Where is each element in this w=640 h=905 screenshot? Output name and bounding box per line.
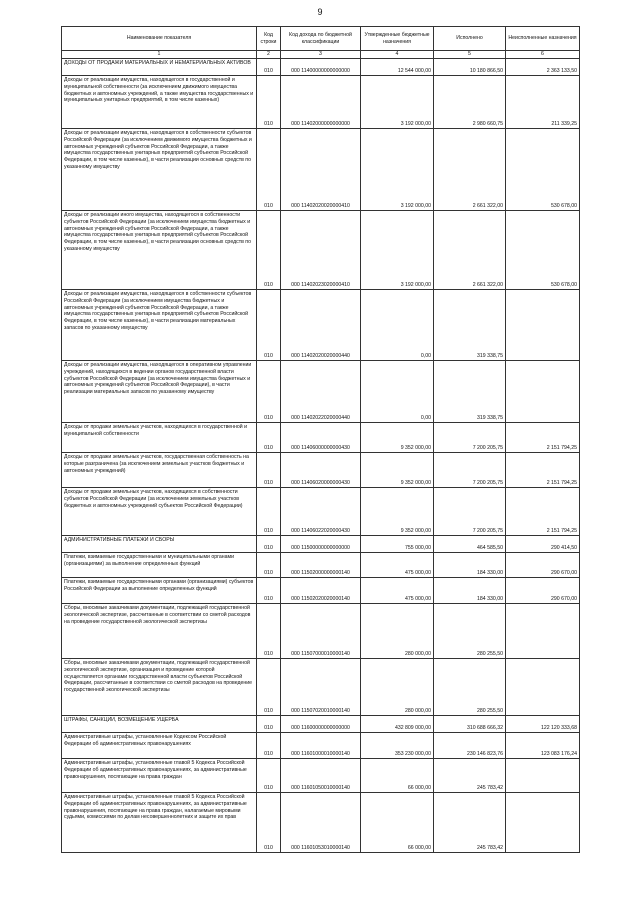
row-approved: 280 000,00	[361, 604, 434, 659]
row-approved: 9 352 000,00	[361, 423, 434, 453]
row-revenue-code: 000 11601053010000140	[281, 793, 361, 853]
row-line-code: 010	[257, 59, 281, 76]
row-name: Доходы от реализации имущества, находящегося в собственности субъектов Российской Федерации (за исключением имущества бюджетных и автономных учреждений субъектов Российской Федерации, а также имущества государственных унитарных предприятий субъектов Российской Федерации, в том числе казенных), в части реализации материальных запасов по указанному имуществу	[62, 290, 257, 361]
row-approved: 12 544 000,00	[361, 59, 434, 76]
header-unexecuted: Неисполненные назначения	[506, 27, 580, 51]
row-approved: 0,00	[361, 290, 434, 361]
row-unexecuted: 2 151 794,25	[506, 488, 580, 536]
row-line-code: 010	[257, 716, 281, 733]
table-row	[62, 453, 580, 488]
row-line-code: 010	[257, 553, 281, 578]
table-row	[62, 290, 580, 361]
row-revenue-code: 000 11402000000000000	[281, 76, 361, 129]
row-name: Административные штрафы, установленные Кодексом Российской Федерации об административных правонарушениях	[62, 733, 257, 759]
row-unexecuted	[506, 793, 580, 853]
row-name: Доходы от продажи земельных участков, находящихся в собственности субъектов Российской Федерации (за исключением земельных участков бюджетных и автономных учреждений субъектов Российской Федерации)	[62, 488, 257, 536]
row-approved: 3 192 000,00	[361, 211, 434, 290]
row-revenue-code: 000 11502000000000140	[281, 553, 361, 578]
row-approved: 66 000,00	[361, 759, 434, 793]
row-name: ДОХОДЫ ОТ ПРОДАЖИ МАТЕРИАЛЬНЫХ И НЕМАТЕРИАЛЬНЫХ АКТИВОВ	[62, 59, 257, 76]
row-approved: 755 000,00	[361, 536, 434, 553]
table-row	[62, 604, 580, 659]
row-unexecuted: 290 670,00	[506, 578, 580, 604]
table-row	[62, 553, 580, 578]
column-number: 3	[281, 51, 361, 59]
column-number: 4	[361, 51, 434, 59]
table-row	[62, 578, 580, 604]
header-indicator-name: Наименование показателя	[62, 27, 257, 51]
table-row	[62, 59, 580, 76]
row-name: АДМИНИСТРАТИВНЫЕ ПЛАТЕЖИ И СБОРЫ	[62, 536, 257, 553]
row-revenue-code: 000 11600000000000000	[281, 716, 361, 733]
row-revenue-code: 000 11406020000000430	[281, 453, 361, 488]
row-executed: 10 180 866,50	[434, 59, 506, 76]
row-approved: 66 000,00	[361, 793, 434, 853]
row-name: Доходы от реализации имущества, находящегося в государственной и муниципальной собственности (за исключением движимого имущества бюджетных и автономных учреждений, а также имущества государственных и муниципальных унитарных предприятий, в том числе казенных)	[62, 76, 257, 129]
row-executed: 319 338,75	[434, 290, 506, 361]
row-executed: 7 200 205,75	[434, 453, 506, 488]
table-row	[62, 211, 580, 290]
row-revenue-code: 000 11601050010000140	[281, 759, 361, 793]
row-executed: 310 688 666,32	[434, 716, 506, 733]
row-line-code: 010	[257, 423, 281, 453]
row-revenue-code: 000 11601000010000140	[281, 733, 361, 759]
row-revenue-code: 000 11402022020000440	[281, 361, 361, 423]
table-row	[62, 759, 580, 793]
column-number: 1	[62, 51, 257, 59]
row-name: Сборы, вносимые заказчиками документации, подлежащей государственной экологической экспертизе, организация и проведение которой осуществляется органами государственной власти субъектов Российской Федерации, рассчитанные в соответствии со сметой расходов на проведение государственной экологической экспертизы	[62, 659, 257, 716]
table-row	[62, 76, 580, 129]
row-executed: 245 783,42	[434, 759, 506, 793]
page-number: 9	[317, 7, 323, 17]
row-name: Доходы от реализации имущества, находящегося в оперативном управлении учреждений, находящихся в ведении органов государственной власти субъектов Российской Федерации (за исключением имущества бюджетных и автономных учреждений субъектов Российской Федерации), в части реализации материальных запасов по указанному имуществу	[62, 361, 257, 423]
row-unexecuted: 2 151 794,25	[506, 423, 580, 453]
row-approved: 3 192 000,00	[361, 76, 434, 129]
row-executed: 230 146 823,76	[434, 733, 506, 759]
row-line-code: 010	[257, 453, 281, 488]
row-executed: 184 330,00	[434, 578, 506, 604]
row-unexecuted: 290 670,00	[506, 553, 580, 578]
row-approved: 9 352 000,00	[361, 488, 434, 536]
row-executed: 7 200 205,75	[434, 488, 506, 536]
table-row	[62, 793, 580, 853]
row-approved: 475 000,00	[361, 578, 434, 604]
row-name: Административные штрафы, установленные главой 5 Кодекса Российской Федерации об административных правонарушениях, за административные правонарушения, посягающие на права граждан, налагаемые мировыми судьями, комиссиями по делам несовершеннолетних и защите их прав	[62, 793, 257, 853]
row-line-code: 010	[257, 536, 281, 553]
row-unexecuted	[506, 759, 580, 793]
row-executed: 2 661 322,00	[434, 129, 506, 211]
row-unexecuted: 2 151 794,25	[506, 453, 580, 488]
row-unexecuted	[506, 604, 580, 659]
row-executed: 319 338,75	[434, 361, 506, 423]
header-executed: Исполнено	[434, 27, 506, 51]
column-number: 5	[434, 51, 506, 59]
header-approved: Утвержденные бюджетные назначения	[361, 27, 434, 51]
row-unexecuted: 530 678,00	[506, 129, 580, 211]
row-line-code: 010	[257, 793, 281, 853]
table-row	[62, 488, 580, 536]
row-executed: 184 330,00	[434, 553, 506, 578]
table-row	[62, 716, 580, 733]
row-name: Доходы от продажи земельных участков, государственная собственность на которые разграничена (за исключением земельных участков бюджетных и автономных учреждений)	[62, 453, 257, 488]
row-executed: 2 661 322,00	[434, 211, 506, 290]
row-approved: 0,00	[361, 361, 434, 423]
row-unexecuted	[506, 290, 580, 361]
row-line-code: 010	[257, 361, 281, 423]
row-revenue-code: 000 11402020020000410	[281, 129, 361, 211]
row-approved: 353 230 000,00	[361, 733, 434, 759]
table-row	[62, 423, 580, 453]
row-unexecuted: 2 363 133,50	[506, 59, 580, 76]
row-name: Доходы от продажи земельных участков, находящихся в государственной и муниципальной собственности	[62, 423, 257, 453]
row-line-code: 010	[257, 488, 281, 536]
row-approved: 3 192 000,00	[361, 129, 434, 211]
row-name: Сборы, вносимые заказчиками документации, подлежащей государственной экологической экспертизе, рассчитанные в соответствии со сметой расходов на проведение государственной экологической экспертизы	[62, 604, 257, 659]
table-row	[62, 361, 580, 423]
table-row	[62, 659, 580, 716]
table-row	[62, 733, 580, 759]
table-row	[62, 536, 580, 553]
row-line-code: 010	[257, 290, 281, 361]
column-number-row	[62, 51, 580, 59]
row-revenue-code: 000 11400000000000000	[281, 59, 361, 76]
row-revenue-code: 000 11406022020000430	[281, 488, 361, 536]
row-executed: 245 783,42	[434, 793, 506, 853]
row-line-code: 010	[257, 659, 281, 716]
row-line-code: 010	[257, 578, 281, 604]
table-body	[62, 59, 580, 853]
row-approved: 280 000,00	[361, 659, 434, 716]
budget-revenue-table	[61, 26, 580, 853]
row-name: Платежи, взимаемые государственными органами (организациями) субъектов Российской Федерации за выполнение определенных функций	[62, 578, 257, 604]
row-executed: 7 200 205,75	[434, 423, 506, 453]
row-name: Платежи, взимаемые государственными и муниципальными органами (организациями) за выполнение определенных функций	[62, 553, 257, 578]
row-revenue-code: 000 11402020020000440	[281, 290, 361, 361]
row-revenue-code: 000 11507000010000140	[281, 604, 361, 659]
row-executed: 280 255,50	[434, 659, 506, 716]
header-revenue-code: Код дохода по бюджетной классификации	[281, 27, 361, 51]
row-unexecuted: 123 083 176,24	[506, 733, 580, 759]
row-revenue-code: 000 11402023020000410	[281, 211, 361, 290]
row-line-code: 010	[257, 129, 281, 211]
row-unexecuted: 211 339,25	[506, 76, 580, 129]
row-line-code: 010	[257, 211, 281, 290]
row-name: Доходы от реализации имущества, находящегося в собственности субъектов Российской Федерации (за исключением движимого имущества бюджетных и автономных учреждений субъектов Российской Федерации, а также имущества государственных унитарных предприятий субъектов Российской Федерации, в том числе казенных), в части реализации основных средств по указанному имуществу	[62, 129, 257, 211]
row-line-code: 010	[257, 76, 281, 129]
row-line-code: 010	[257, 759, 281, 793]
row-executed: 280 255,50	[434, 604, 506, 659]
row-revenue-code: 000 11502020020000140	[281, 578, 361, 604]
header-row	[62, 27, 580, 51]
row-revenue-code: 000 11406000000000430	[281, 423, 361, 453]
row-line-code: 010	[257, 733, 281, 759]
row-unexecuted: 290 414,50	[506, 536, 580, 553]
column-number: 6	[506, 51, 580, 59]
header-line-code: Код строки	[257, 27, 281, 51]
row-executed: 464 585,50	[434, 536, 506, 553]
row-name: Доходы от реализации иного имущества, находящегося в собственности субъектов Российской Федерации (за исключением имущества бюджетных и автономных учреждений субъектов Российской Федерации, а также имущества государственных унитарных предприятий субъектов Российской Федерации, в том числе казенных), в части реализации основных средств по указанному имуществу	[62, 211, 257, 290]
column-number: 2	[257, 51, 281, 59]
row-revenue-code: 000 11500000000000000	[281, 536, 361, 553]
row-unexecuted	[506, 361, 580, 423]
row-approved: 475 000,00	[361, 553, 434, 578]
row-unexecuted	[506, 659, 580, 716]
row-executed: 2 980 660,75	[434, 76, 506, 129]
row-name: Административные штрафы, установленные главой 5 Кодекса Российской Федерации об административных правонарушениях, за административные правонарушения, посягающие на права граждан	[62, 759, 257, 793]
row-line-code: 010	[257, 604, 281, 659]
row-name: ШТРАФЫ, САНКЦИИ, ВОЗМЕЩЕНИЕ УЩЕРБА	[62, 716, 257, 733]
row-unexecuted: 122 120 333,68	[506, 716, 580, 733]
row-approved: 432 809 000,00	[361, 716, 434, 733]
row-unexecuted: 530 678,00	[506, 211, 580, 290]
table-row	[62, 129, 580, 211]
row-revenue-code: 000 11507020010000140	[281, 659, 361, 716]
row-approved: 9 352 000,00	[361, 453, 434, 488]
